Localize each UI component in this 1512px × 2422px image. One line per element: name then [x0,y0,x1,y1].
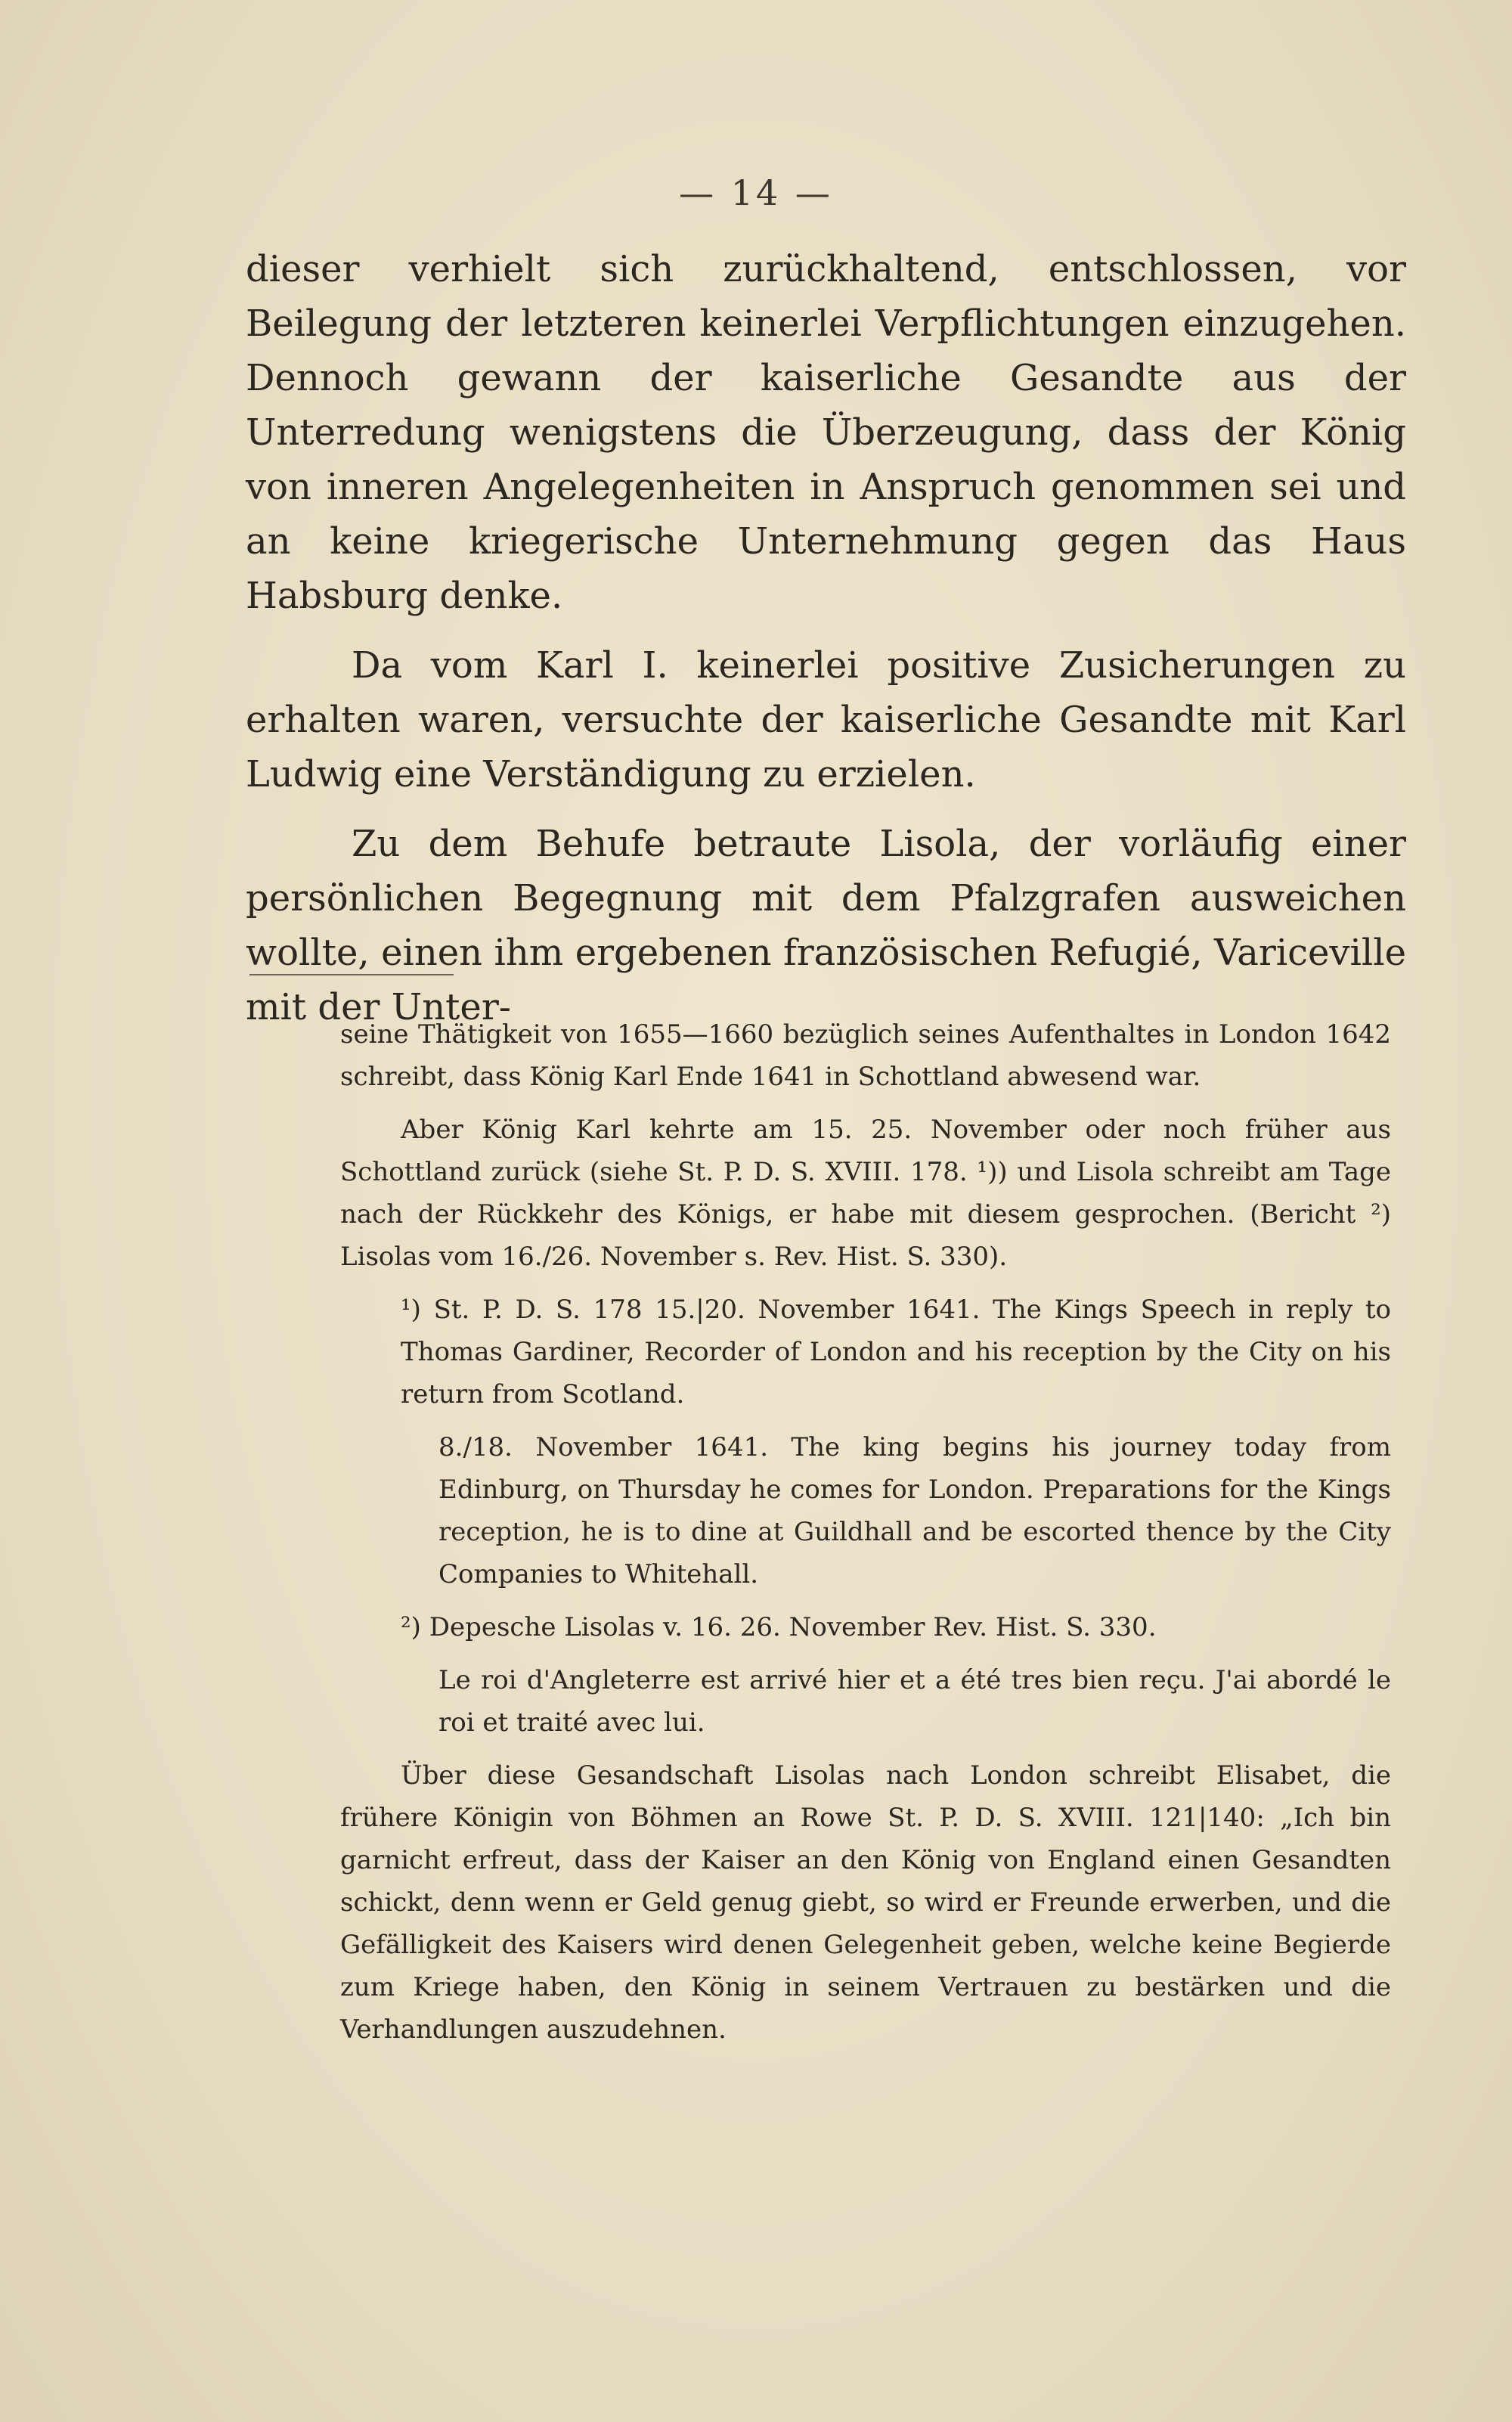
main-text [246,242,1406,1050]
footnote-1-detail: 8./18. November 1641. The king begins his journey today from Edinburg, on Thursday he comes for London. Preparations for the Kings reception, he is to dine at Guildhall and be escorted thence by the City Companies to Whitehall. [438,1432,1391,1589]
footnote-paragraph: Aber König Karl kehrte am 15. 25. November oder noch früher aus Schottland zurück (siehe St. P. D. S. XVIII. 178. ¹)) und Lisola schreibt am Tage nach der Rückkehr des Königs, er habe mit diesem gesprochen. (Bericht ²) Lisolas vom 16./26. November s. Rev. Hist. S. 330). [340,1115,1391,1272]
page-number: — 14 — [679,172,833,213]
footnote-1: ¹) St. P. D. S. 178 15.|20. November 1641. The Kings Speech in reply to Thomas Gardiner, Recorder of London and his reception by the City on his return from Scotland. [401,1295,1391,1409]
footnote-continuation: seine Thätigkeit von 1655—1660 bezüglich seines Aufenthaltes in London 1642 schreibt, dass König Karl Ende 1641 in Schottland abwesend war. [340,1019,1391,1092]
paragraph-3: Zu dem Behufe betraute Lisola, der vorläufig einer persönlichen Begegnung mit dem Pfalzgrafen ausweichen wollte, einen ihm ergebenen französischen Refugié, Variceville mit der Unter- [246,823,1406,1028]
footnote-2-quote: Le roi d'Angleterre est arrivé hier et a été tres bien reçu. J'ai abordé le roi et traité avec lui. [438,1665,1391,1738]
paragraph-2: Da vom Karl I. keinerlei positive Zusicherungen zu erhalten waren, versuchte der kaiserliche Gesandte mit Karl Ludwig eine Verständigung zu erzielen. [246,644,1406,795]
footnote-2: ²) Depesche Lisolas v. 16. 26. November Rev. Hist. S. 330. [401,1612,1157,1642]
footnote-paragraph-elisabet: Über diese Gesandschaft Lisolas nach London schreibt Elisabet, die frühere Königin von Böhmen an Rowe St. P. D. S. XVIII. 121|140: „Ich bin garnicht erfreut, dass der Kaiser an den König von England einen Gesandten schickt, denn wenn er Geld genug giebt, so wird er Freunde erwerben, und die Gefälligkeit des Kaisers wird denen Gelegenheit geben, welche keine Begierde zum Kriege haben, den König in seinem Vertrauen zu bestärken und die Verhandlungen auszudehnen. [340,1760,1391,2045]
footnotes [340,1013,1391,2061]
paragraph-1: dieser verhielt sich zurückhaltend, entschlossen, vor Beilegung der letzteren keinerlei Verpflichtungen einzugehen. Dennoch gewann der kaiserliche Gesandte aus der Unterredung wenigstens die Überzeugung, dass der König von inneren Angelegenheiten in Anspruch genommen sei und an keine kriegerische Unternehmung gegen das Haus Habsburg denke. [246,248,1406,617]
footnote-separator [249,974,454,975]
